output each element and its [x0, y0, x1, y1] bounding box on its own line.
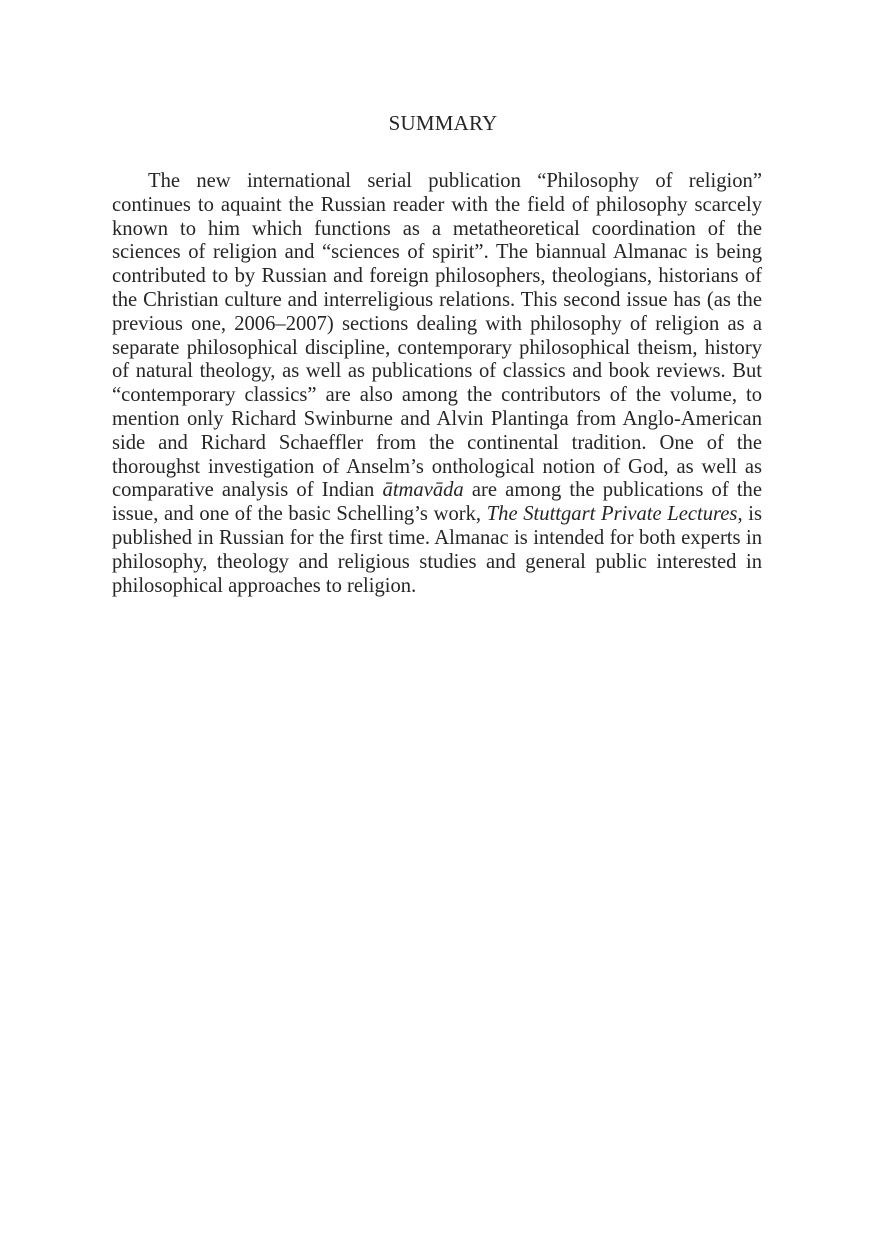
paragraph-text-part-1: The new international serial publication “Philosophy of religion” continues to aquaint the Russian reader with the field of philosophy scarcely known to him which functions as a metatheoretical coordination of the sciences of religion and “sciences of spirit”. The biannual Almanac is being contributed to by Russian and foreign philosophers, theologians, historians of the Christian culture and interreligious relations. This second issue has (as the previous one, 2006–2007) sections dealing with philosophy of religion as a separate philosophical discipline, contemporary philosophical theism, history of natural theology, as well as publications of classics and book reviews. But “contemporary classics” are also among the contributors of the volume, to mention only Richard Swinburne and Alvin Plantinga from Anglo-American side and Richard Schaeffler from the continental tradition. One of the thoroughst investigation of Anselm’s onthological notion of God, as well as comparative analysis of Indian — [112, 170, 762, 502]
page-title: SUMMARY — [388, 111, 498, 135]
paragraph-text-part-2: are among the publications of the issue, and one of the basic Schelling’s work, — [112, 479, 762, 526]
summary-paragraph — [112, 170, 762, 598]
italic-term-atmavada: ātmavāda — [382, 479, 464, 502]
italic-title-stuttgart-lectures: The Stuttgart Private Lectures — [486, 503, 738, 526]
paragraph-text-part-3: , is published in Russian for the first time. Almanac is intended for both experts in philosophy, theology and religious studies and general public interested in philosophical approaches to religion. — [112, 503, 762, 597]
